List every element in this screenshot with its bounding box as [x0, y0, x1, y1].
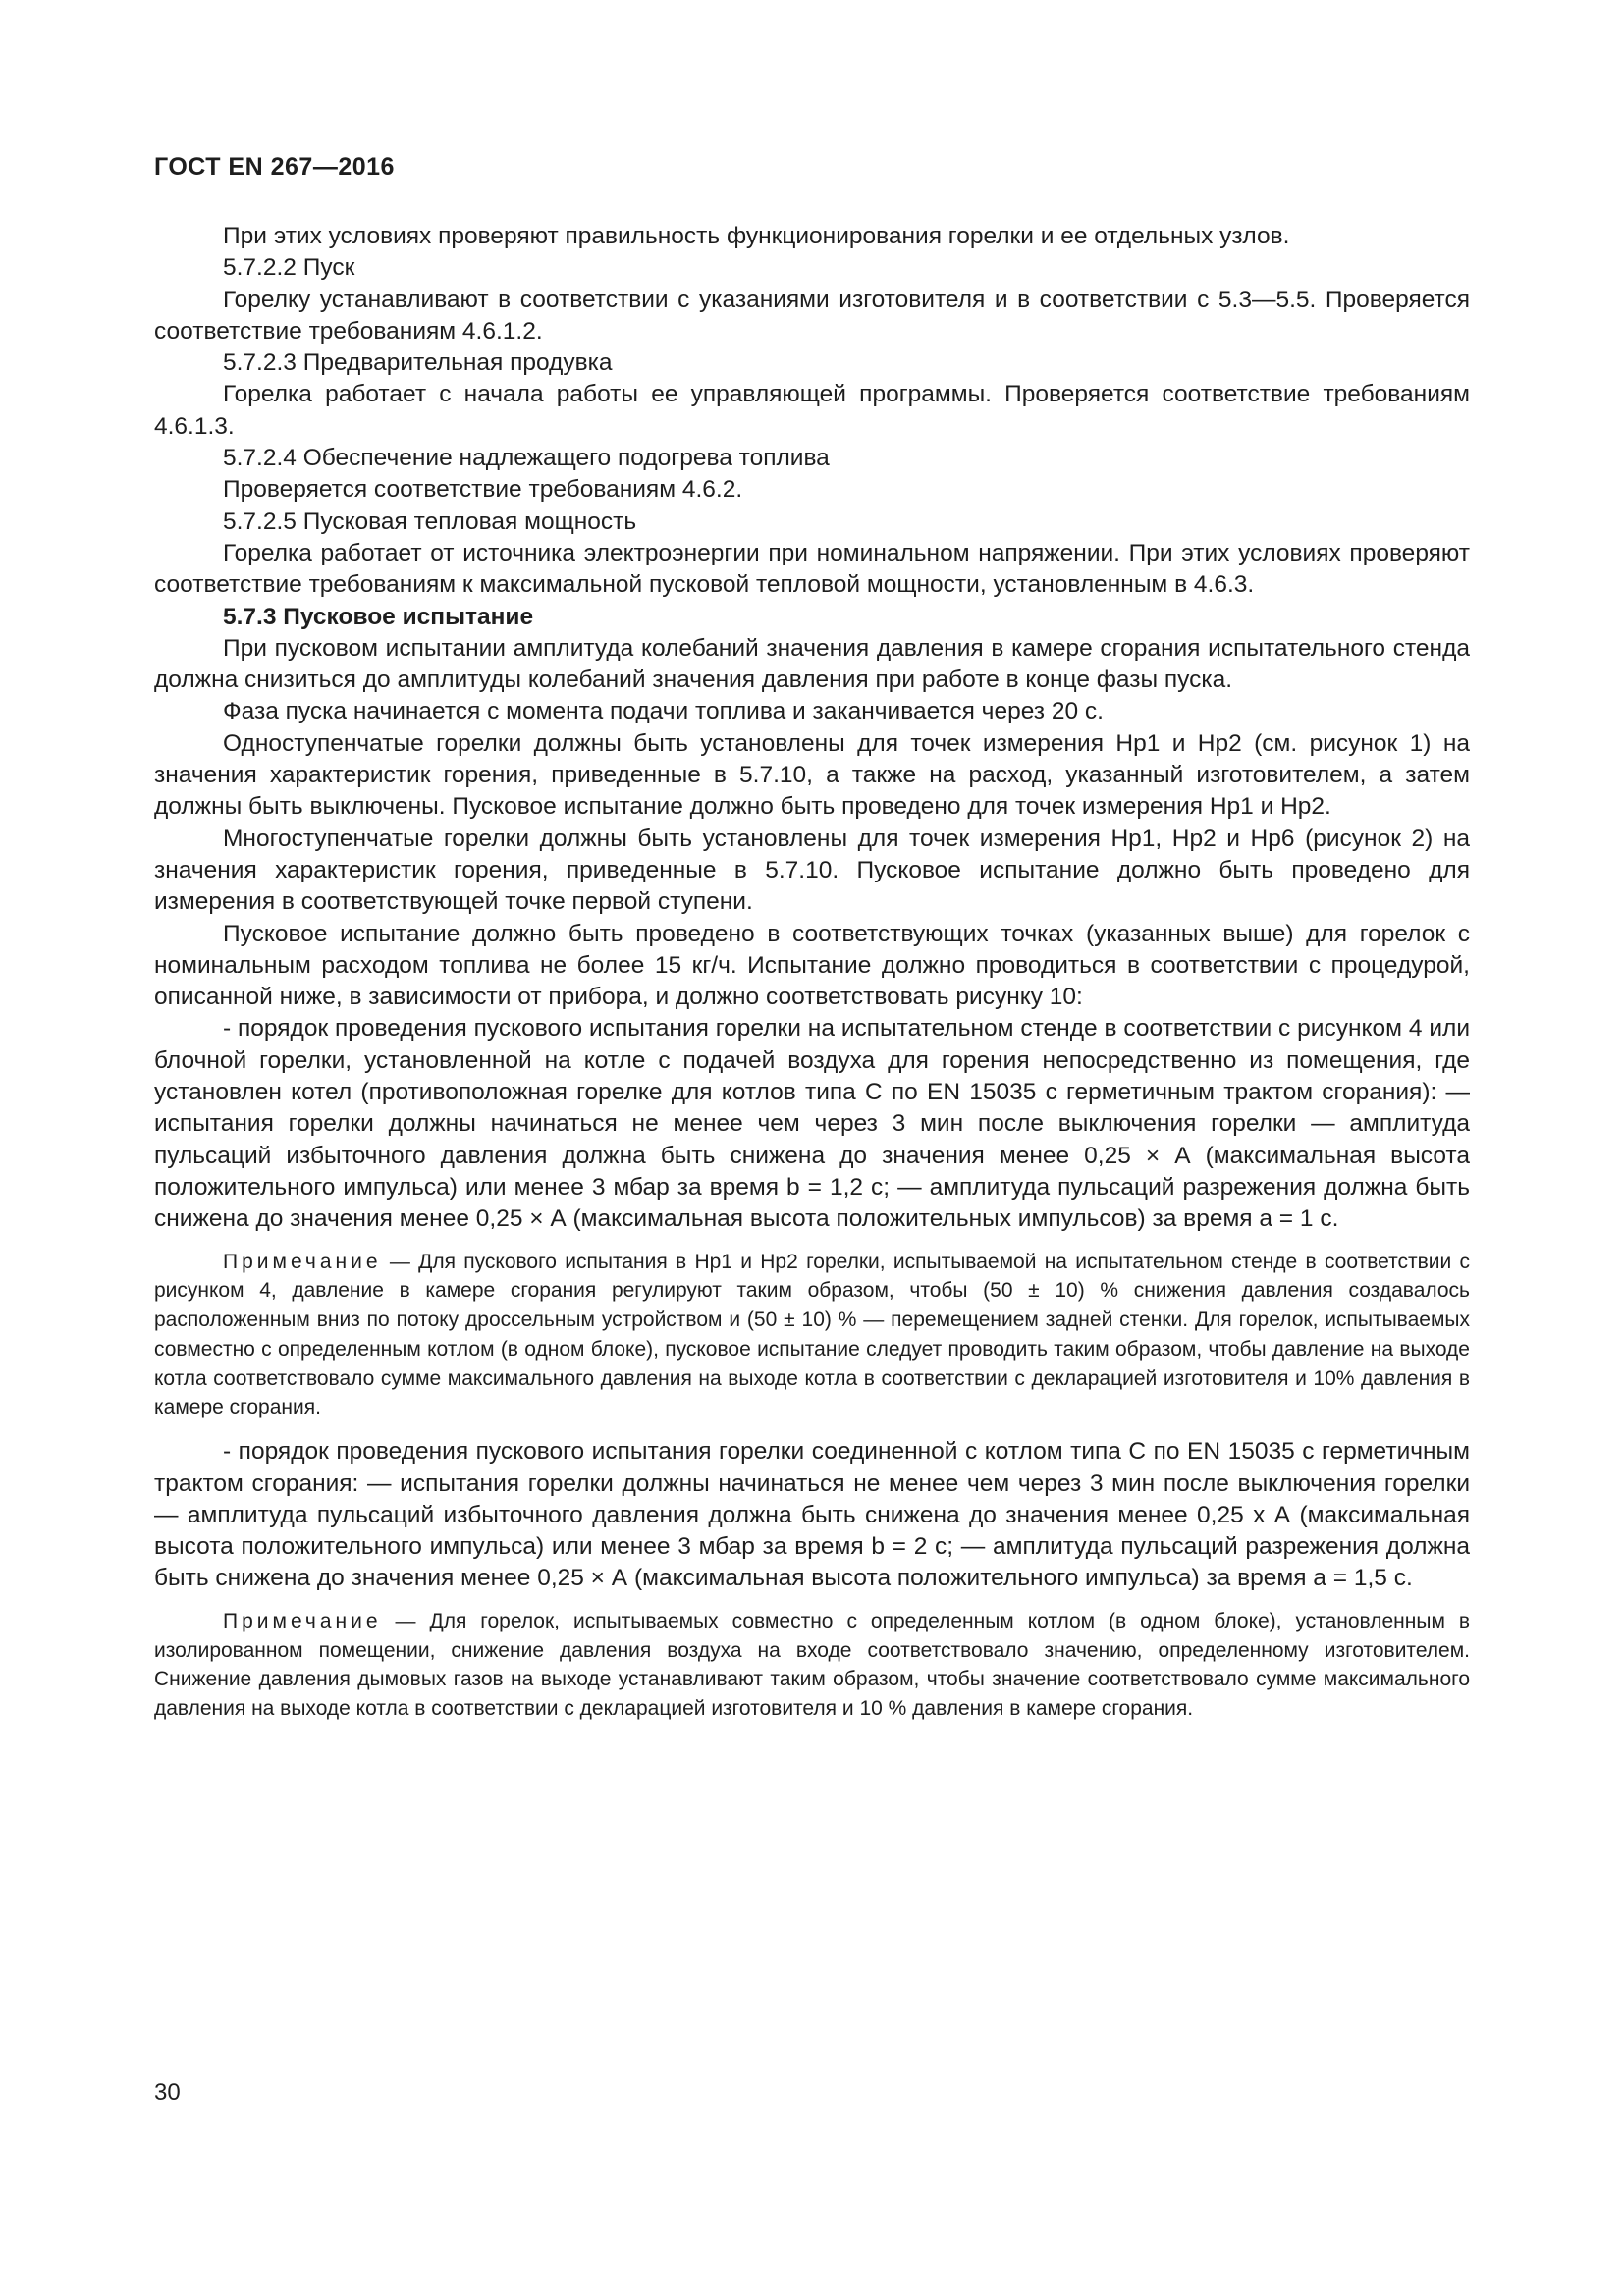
note-1-label: Примечание — [223, 1250, 382, 1273]
document-body — [154, 221, 1470, 1737]
paragraph-single-stage: Одноступенчатые горелки должны быть установлены для точек измерения Hp1 и Hp2 (см. рисунок 1) на значения характеристик горения, приведенные в 5.7.10, а также на расход, указанный изготовителем, а затем должны быть выключены. Пусковое испытание должно быть проведено для точек измерения Hp1 и Hp2. — [154, 729, 1470, 821]
page-number: 30 — [154, 2079, 181, 2106]
note-2 — [154, 1607, 1470, 1724]
section-5-7-2-3-heading: 5.7.2.3 Предварительная продувка — [223, 349, 613, 377]
paragraph-start: Горелку устанавливают в соответствии с указаниями изготовителя и в соответствии с 5.3—5.5. Проверяется соответствие требованиям 4.6.1.2. — [154, 286, 1470, 345]
note-1 — [154, 1248, 1470, 1423]
note-1-text: — Для пускового испытания в Hp1 и Hp2 горелки, испытываемой на испытательном стенде в соответствии с рисунком 4, давление в камере сгорания регулируют таким образом, чтобы (50 ± 10) % снижения давления создавалось расположенным вниз по потоку дроссельным устройством и (50 ± 10) % — перемещением задней стенки. Для горелок, испытываемых совместно с определенным котлом (в одном блоке), пусковое испытание следует проводить таким образом, чтобы давление на выходе котла соответствовало сумме максимального давления на выходе котла в соответствии с декларацией изготовителя и 10% давления в камере сгорания. — [154, 1250, 1470, 1419]
section-5-7-2-4-heading: 5.7.2.4 Обеспечение надлежащего подогрева топлива — [223, 445, 830, 472]
section-5-7-3-heading: 5.7.3 Пусковое испытание — [223, 603, 534, 630]
paragraph-start-thermal-power: Горелка работает от источника электроэнергии при номинальном напряжении. При этих условиях проверяют соответствие требованиям к максимальной пусковой тепловой мощности, установленным в 4.6.3. — [154, 539, 1470, 599]
paragraph-multi-stage: Многоступенчатые горелки должны быть установлены для точек измерения Hp1, Hp2 и Hp6 (рисунок 2) на значения характеристик горения, приведенные в 5.7.10. Пусковое испытание должно быть проведено для измерения в соответствующей точке первой ступени. — [154, 825, 1470, 916]
paragraph-test-points: Пусковое испытание должно быть проведено в соответствующих точках (указанных выше) для горелок с номинальным расходом топлива не более 15 кг/ч. Испытание должно проводиться в соответствии с процедурой, описанной ниже, в зависимости от прибора, и должно соответствовать рисунку 10: — [154, 920, 1470, 1011]
document-header: ГОСТ EN 267—2016 — [154, 153, 395, 181]
paragraph-procedure-test-rig: - порядок проведения пускового испытания горелки на испытательном стенде в соответствии с рисунком 4 или блочной горелки, установленной на котле с подачей воздуха для горения непосредственно из помещения, где установлен котел (противоположная горелке для котлов типа С по EN 15035 с герметичным трактом сгорания): — испытания горелки должны начинаться не менее чем через 3 мин после выключения горелки — амплитуда пульсаций избыточного давления должна быть снижена до значения менее 0,25 × А (максимальная высота положительного импульса) или менее 3 мбар за время b = 1,2 с; — амплитуда пульсаций разрежения должна быть снижена до значения менее 0,25 × А (максимальная высота положительных импульсов) за время a = 1 с. — [154, 1015, 1470, 1233]
section-5-7-2-2-heading: 5.7.2.2 Пуск — [223, 254, 355, 282]
paragraph-fuel-preheat: Проверяется соответствие требованиям 4.6.2. — [223, 476, 743, 504]
paragraph-procedure-boiler-c: - порядок проведения пускового испытания горелки соединенной с котлом типа С по EN 15035 с герметичным трактом сгорания: — испытания горелки должны начинаться не менее чем через 3 мин после выключения горелки — амплитуда пульсаций избыточного давления должна быть снижена до значения менее 0,25 x А (максимальная высота положительного импульса) или менее 3 мбар за время b = 2 с; — амплитуда пульсаций разрежения должна быть снижена до значения менее 0,25 × А (максимальная высота положительного импульса) за время a = 1,5 с. — [154, 1438, 1470, 1592]
paragraph-prepurge: Горелка работает с начала работы ее управляющей программы. Проверяется соответствие требованиям 4.6.1.3. — [154, 381, 1470, 440]
note-2-text: — Для горелок, испытываемых совместно с определенным котлом (в одном блоке), установленным в изолированном помещении, снижение давления воздуха на входе соответствовало значению, определенному изготовителем. Снижение давления дымовых газов на выходе устанавливают таким образом, чтобы значение соответствовало сумме максимального давления на выходе котла в соответствии с декларацией изготовителя и 10 % давления в камере сгорания. — [154, 1609, 1470, 1721]
section-5-7-2-5-heading: 5.7.2.5 Пусковая тепловая мощность — [223, 507, 637, 535]
paragraph-start-phase: Фаза пуска начинается с момента подачи топлива и заканчивается через 20 с. — [223, 698, 1104, 725]
paragraph-start-test-intro: При пусковом испытании амплитуда колебаний значения давления в камере сгорания испытательного стенда должна снизиться до амплитуды колебаний значения давления при работе в конце фазы пуска. — [154, 634, 1470, 694]
paragraph-conditions: При этих условиях проверяют правильность функционирования горелки и ее отдельных узлов. — [223, 223, 1290, 249]
note-2-label: Примечание — [223, 1609, 382, 1632]
